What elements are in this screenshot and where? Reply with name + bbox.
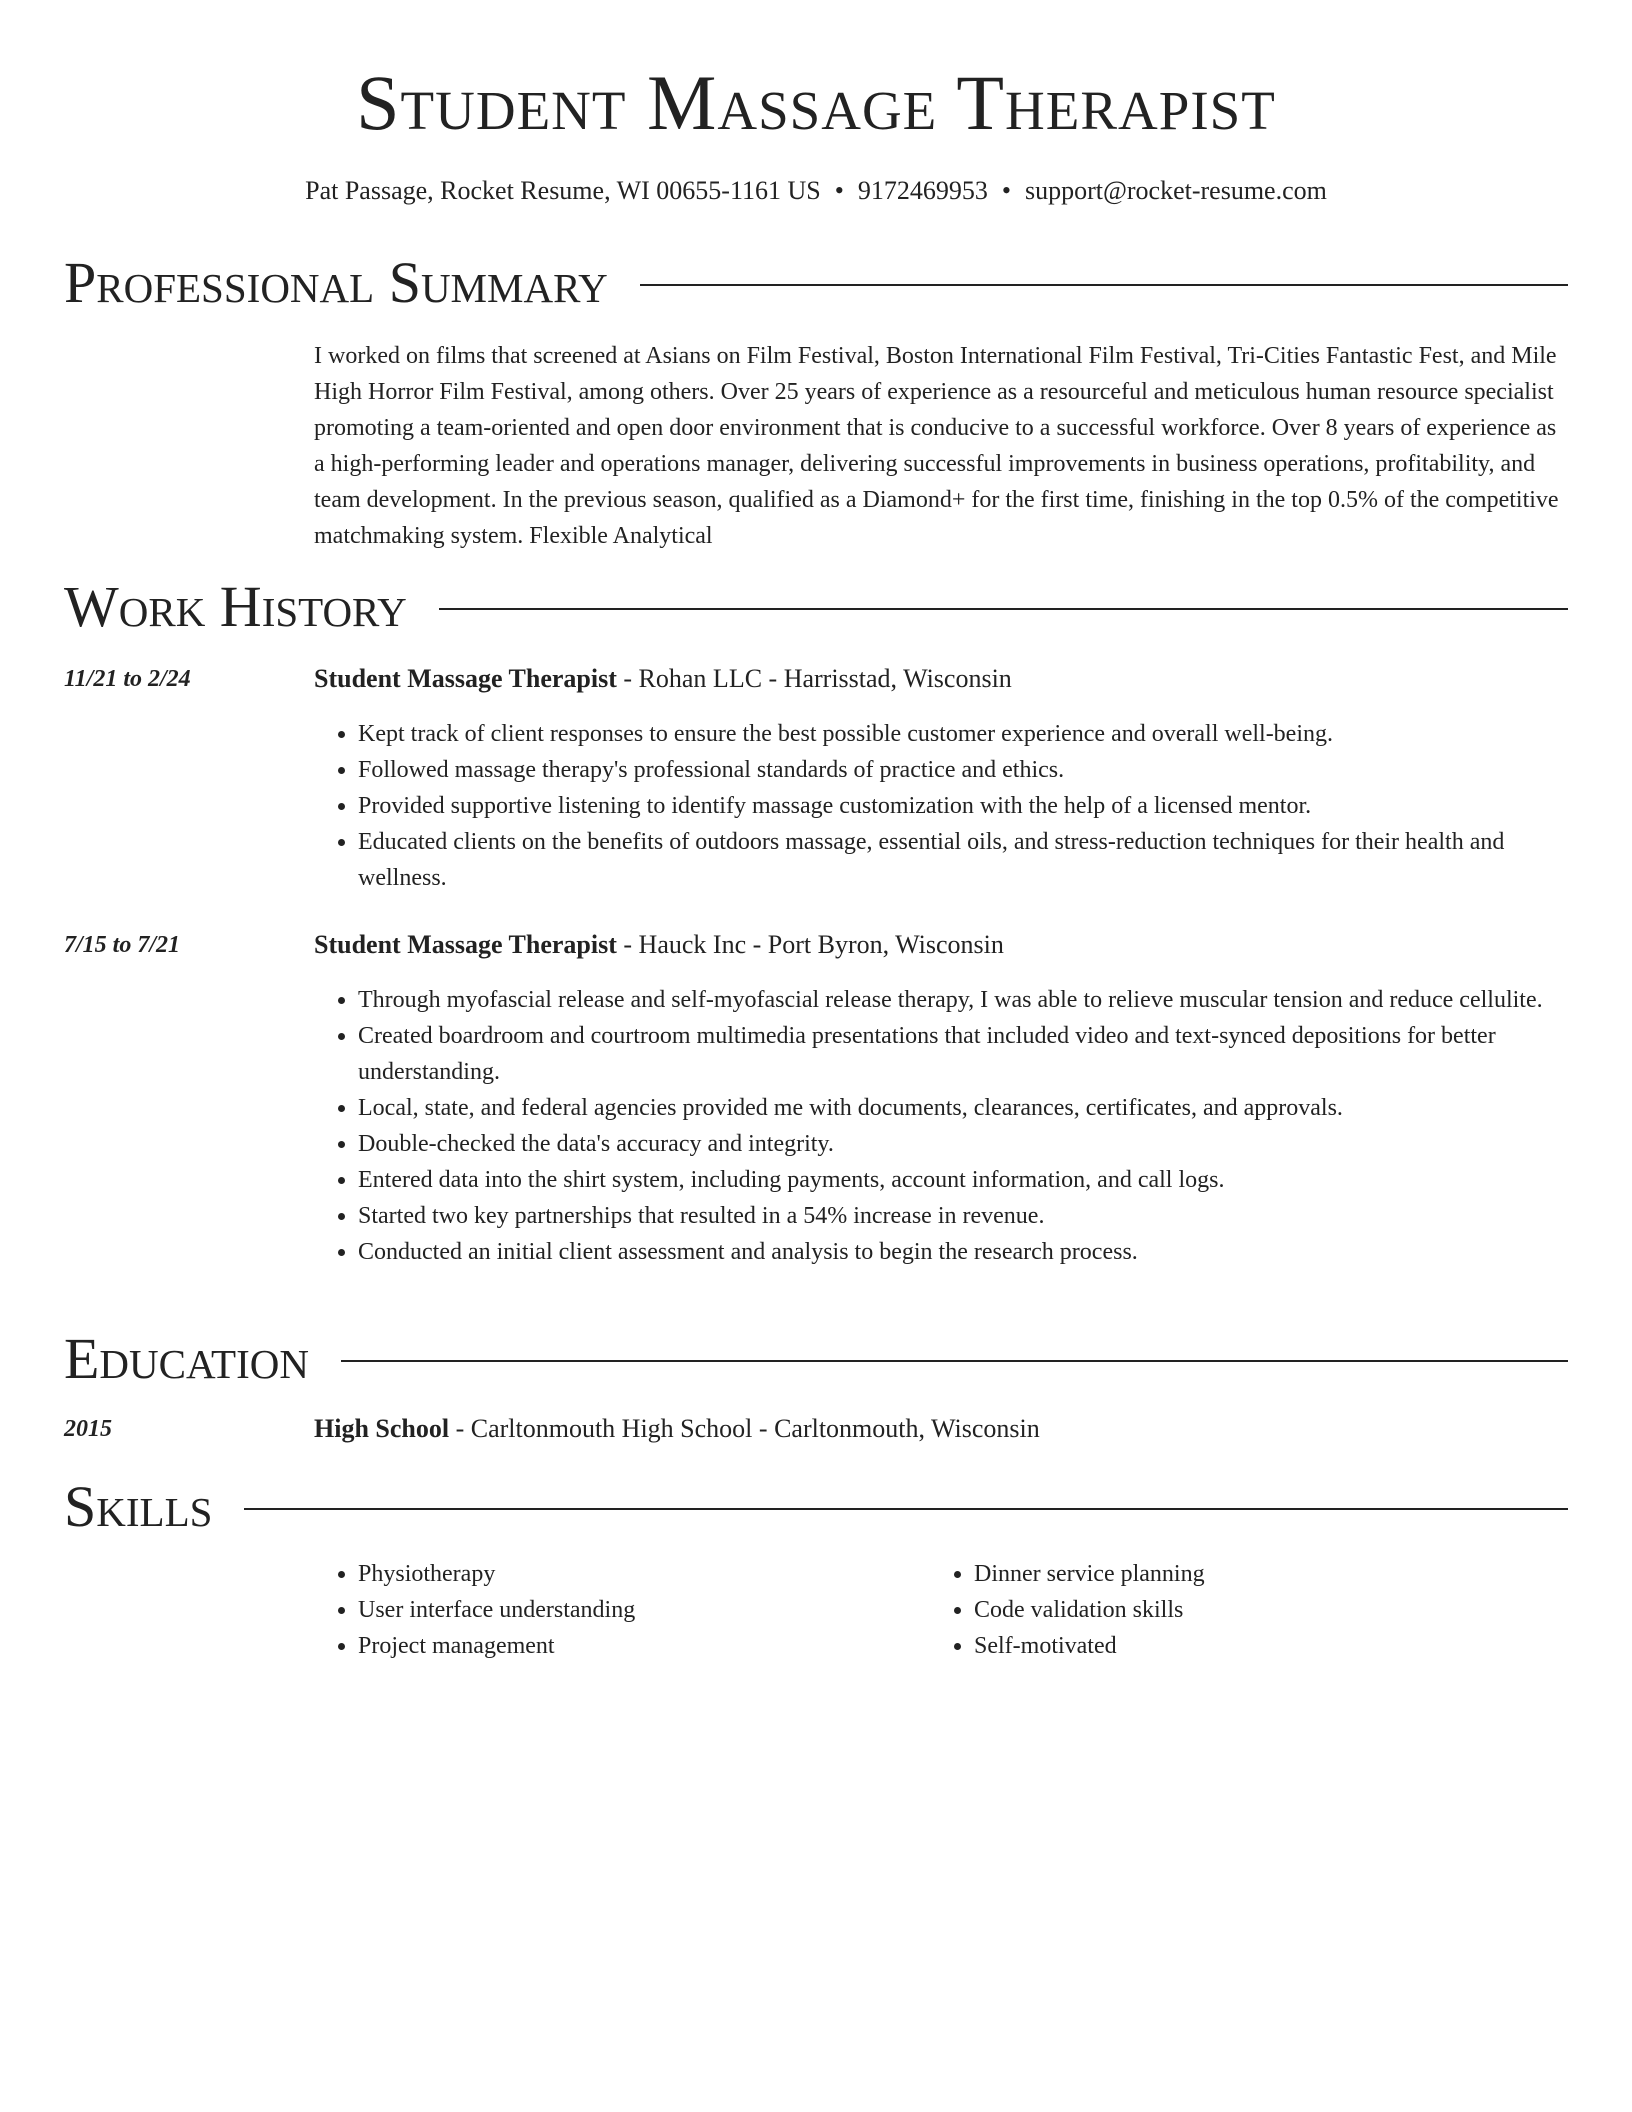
job-title: Student Massage Therapist [314, 930, 617, 959]
skill-item: • Code validation skills [974, 1592, 1530, 1628]
job-bullets [314, 982, 1568, 1270]
address-text: Pat Passage, Rocket Resume, WI 00655-1161 US [305, 176, 821, 205]
skill-item: • User interface understanding [358, 1592, 914, 1628]
education-header [314, 1412, 1568, 1446]
skill-item: • Project management [358, 1628, 914, 1664]
job-dates: 11/21 to 2/24 [64, 666, 191, 692]
list-item: • Kept track of client responses to ensure the best possible customer experience and overall well-being. [358, 716, 1568, 752]
education-year: 2015 [64, 1416, 112, 1442]
skills-list-right [930, 1556, 1530, 1664]
job-title: Student Massage Therapist [314, 664, 617, 693]
list-item: • Local, state, and federal agencies provided me with documents, clearances, certificates, and approvals. [358, 1090, 1568, 1126]
skills-heading: Skills [64, 1474, 213, 1539]
contact-separator: • [1001, 176, 1011, 205]
list-item: • Created boardroom and courtroom multimedia presentations that included video and text-synced depositions for better understanding. [358, 1018, 1568, 1090]
education-details: - Carltonmouth High School - Carltonmouth, Wisconsin [449, 1414, 1040, 1443]
skills-section-header [64, 1474, 1568, 1540]
list-item: • Followed massage therapy's professional standards of practice and ethics. [358, 752, 1568, 788]
job-header [314, 928, 1568, 962]
section-divider [244, 1508, 1568, 1510]
list-item: • Entered data into the shirt system, including payments, account information, and call logs. [358, 1162, 1568, 1198]
summary-text: I worked on films that screened at Asians on Film Festival, Boston International Film Festival, Tri-Cities Fantastic Fest, and Mile High Horror Film Festival, among others. Over 25 years of experience as a resourceful and meticulous human resource specialist promoting a team-oriented and open door environment that is conducive to a successful workforce. Over 8 years of experience as a high-performing leader and operations manager, delivering successful improvements in business operations, profitability, and team development. In the previous season, qualified as a Diamond+ for the first time, finishing in the top 0.5% of the competitive matchmaking system. Flexible Analytical [314, 343, 1559, 549]
job-dates: 7/15 to 7/21 [64, 932, 181, 958]
education-heading: Education [64, 1326, 309, 1391]
section-divider [341, 1360, 1568, 1362]
list-item: • Provided supportive listening to identify massage customization with the help of a licensed mentor. [358, 788, 1568, 824]
section-divider [439, 608, 1568, 610]
summary-heading: Professional Summary [64, 250, 608, 315]
phone-text: 9172469953 [857, 176, 988, 205]
skill-item: • Physiotherapy [358, 1556, 914, 1592]
summary-section-header [64, 250, 1568, 316]
skills-list-left [314, 1556, 914, 1664]
job-details: - Rohan LLC - Harrisstad, Wisconsin [616, 664, 1012, 693]
job-details: - Hauck Inc - Port Byron, Wisconsin [616, 930, 1004, 959]
job-bullets [314, 716, 1568, 896]
contact-separator: • [834, 176, 844, 205]
skill-item: • Dinner service planning [974, 1556, 1530, 1592]
list-item: • Educated clients on the benefits of outdoors massage, essential oils, and stress-reduction techniques for their health and wellness. [358, 824, 1568, 896]
work-section-header [64, 574, 1568, 640]
education-degree: High School [314, 1414, 450, 1443]
email-text: support@rocket-resume.com [1024, 176, 1327, 205]
job-header [314, 662, 1568, 696]
list-item: • Conducted an initial client assessment and analysis to begin the research process. [358, 1234, 1568, 1270]
list-item: • Through myofascial release and self-myofascial release therapy, I was able to relieve muscular tension and reduce cellulite. [358, 982, 1568, 1018]
education-section-header [64, 1326, 1568, 1392]
list-item: • Started two key partnerships that resulted in a 54% increase in revenue. [358, 1198, 1568, 1234]
section-divider [640, 284, 1568, 286]
contact-line [0, 174, 1632, 208]
resume-title: Student Massage Therapist [356, 59, 1276, 146]
work-heading: Work History [64, 574, 407, 639]
list-item: • Double-checked the data's accuracy and integrity. [358, 1126, 1568, 1162]
skill-item: • Self-motivated [974, 1628, 1530, 1664]
